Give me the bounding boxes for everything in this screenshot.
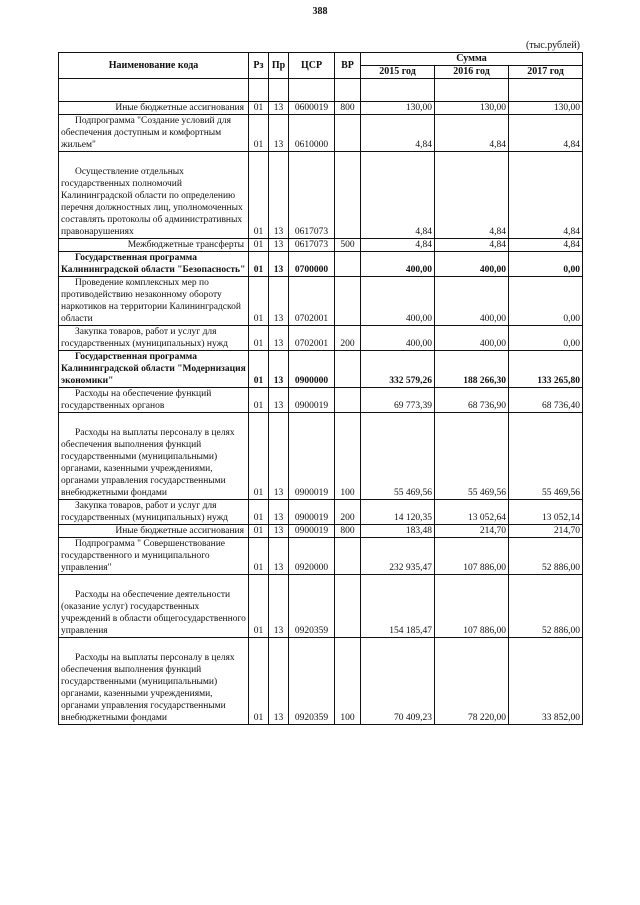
cell-2017: 0,00 xyxy=(509,252,583,277)
cell-vr: 200 xyxy=(335,326,361,351)
cell-vr xyxy=(335,277,361,326)
cell-pr: 13 xyxy=(269,277,289,326)
cell-2016: 214,70 xyxy=(435,525,509,538)
cell-2016: 130,00 xyxy=(435,102,509,115)
cell-csr: 0900019 xyxy=(289,525,335,538)
cell-2015: 154 185,47 xyxy=(361,575,435,638)
cell-2015: 4,84 xyxy=(361,152,435,239)
cell-csr: 0900019 xyxy=(289,388,335,413)
cell-vr xyxy=(335,351,361,388)
header-sum: Сумма xyxy=(361,53,583,66)
cell-2016: 13 052,64 xyxy=(435,500,509,525)
cell-2015: 332 579,26 xyxy=(361,351,435,388)
table-row xyxy=(59,277,583,326)
cell-pr: 13 xyxy=(269,538,289,575)
cell-rz: 01 xyxy=(249,525,269,538)
table-body xyxy=(59,79,583,725)
cell-rz: 01 xyxy=(249,115,269,152)
cell-2016: 4,84 xyxy=(435,152,509,239)
cell-2017: 214,70 xyxy=(509,525,583,538)
cell-vr: 100 xyxy=(335,413,361,500)
cell-csr: 0900019 xyxy=(289,500,335,525)
cell-rz: 01 xyxy=(249,252,269,277)
cell-vr: 100 xyxy=(335,638,361,725)
cell-2016: 4,84 xyxy=(435,239,509,252)
cell-csr: 0920000 xyxy=(289,538,335,575)
cell-2015: 55 469,56 xyxy=(361,413,435,500)
cell-rz: 01 xyxy=(249,575,269,638)
units-label: (тыс.рублей) xyxy=(525,40,580,51)
cell-2015: 400,00 xyxy=(361,277,435,326)
table-header xyxy=(59,53,583,79)
cell-2015: 69 773,39 xyxy=(361,388,435,413)
cell-name: Государственная программа Калининградской области "Безопасность" xyxy=(59,252,249,277)
cell-2016: 400,00 xyxy=(435,277,509,326)
cell-rz: 01 xyxy=(249,277,269,326)
cell-csr: 0617073 xyxy=(289,152,335,239)
cell-2015: 183,48 xyxy=(361,525,435,538)
cell-name: Подпрограмма "Создание условий для обеспечения доступным и комфортным жильем" xyxy=(59,115,249,152)
cell-2016: 400,00 xyxy=(435,326,509,351)
table-row xyxy=(59,326,583,351)
cell-name: Закупка товаров, работ и услуг для государственных (муниципальных) нужд xyxy=(59,500,249,525)
cell-vr xyxy=(335,388,361,413)
cell-2015: 400,00 xyxy=(361,252,435,277)
cell-csr: 0900019 xyxy=(289,413,335,500)
cell-name: Государственная программа Калининградской области "Модернизация экономики" xyxy=(59,351,249,388)
cell-2015: 130,00 xyxy=(361,102,435,115)
cell-2017: 55 469,56 xyxy=(509,413,583,500)
cell-pr: 13 xyxy=(269,525,289,538)
table-row xyxy=(59,638,583,725)
cell-csr: 0920359 xyxy=(289,638,335,725)
table-row xyxy=(59,575,583,638)
cell-2016: 55 469,56 xyxy=(435,413,509,500)
cell-2015: 14 120,35 xyxy=(361,500,435,525)
cell-2016: 68 736,90 xyxy=(435,388,509,413)
cell-csr: 0600019 xyxy=(289,102,335,115)
cell-vr: 800 xyxy=(335,102,361,115)
cell-rz: 01 xyxy=(249,413,269,500)
cell-pr: 13 xyxy=(269,351,289,388)
cell-rz: 01 xyxy=(249,500,269,525)
table-row xyxy=(59,252,583,277)
header-2016: 2016 год xyxy=(435,66,509,79)
cell-csr: 0702001 xyxy=(289,277,335,326)
cell-vr xyxy=(335,252,361,277)
header-rz: Рз xyxy=(249,53,269,79)
cell-rz: 01 xyxy=(249,638,269,725)
cell-vr: 800 xyxy=(335,525,361,538)
cell-pr: 13 xyxy=(269,102,289,115)
cell-name: Расходы на обеспечение функций государственных органов xyxy=(59,388,249,413)
cell-pr: 13 xyxy=(269,326,289,351)
cell-2017: 4,84 xyxy=(509,115,583,152)
cell-2015: 70 409,23 xyxy=(361,638,435,725)
cell-pr: 13 xyxy=(269,239,289,252)
cell-2016: 4,84 xyxy=(435,115,509,152)
cell-2015: 400,00 xyxy=(361,326,435,351)
spacer-row xyxy=(59,79,583,102)
table-row xyxy=(59,413,583,500)
cell-2015: 4,84 xyxy=(361,115,435,152)
cell-name: Расходы на выплаты персоналу в целях обеспечения выполнения функций государственными (муниципальными) органами, казенными учреждениями, органами управления государственными внебюджетными фондами xyxy=(59,413,249,500)
cell-name: Закупка товаров, работ и услуг для государственных (муниципальных) нужд xyxy=(59,326,249,351)
page-number: 388 xyxy=(312,6,328,17)
cell-name: Межбюджетные трансферты xyxy=(59,239,249,252)
header-2015: 2015 год xyxy=(361,66,435,79)
cell-name: Осуществление отдельных государственных полномочий Калининградской области по определению перечня должностных лиц, уполномоченных составлять протоколы об административных правонарушениях xyxy=(59,152,249,239)
cell-pr: 13 xyxy=(269,252,289,277)
cell-2017: 52 886,00 xyxy=(509,538,583,575)
cell-vr xyxy=(335,538,361,575)
cell-2017: 4,84 xyxy=(509,239,583,252)
cell-2017: 0,00 xyxy=(509,326,583,351)
cell-name: Подпрограмма " Совершенствование государственного и муниципального управления" xyxy=(59,538,249,575)
cell-name: Иные бюджетные ассигнования xyxy=(59,102,249,115)
cell-rz: 01 xyxy=(249,239,269,252)
cell-csr: 0920359 xyxy=(289,575,335,638)
cell-pr: 13 xyxy=(269,152,289,239)
cell-2016: 107 886,00 xyxy=(435,538,509,575)
cell-vr xyxy=(335,115,361,152)
cell-pr: 13 xyxy=(269,575,289,638)
table-row xyxy=(59,115,583,152)
cell-rz: 01 xyxy=(249,102,269,115)
cell-csr: 0900000 xyxy=(289,351,335,388)
table-row xyxy=(59,102,583,115)
cell-rz: 01 xyxy=(249,152,269,239)
table-row xyxy=(59,152,583,239)
cell-pr: 13 xyxy=(269,500,289,525)
header-vr: ВР xyxy=(335,53,361,79)
cell-pr: 13 xyxy=(269,115,289,152)
cell-2017: 52 886,00 xyxy=(509,575,583,638)
cell-csr: 0610000 xyxy=(289,115,335,152)
cell-csr: 0700000 xyxy=(289,252,335,277)
table-row xyxy=(59,239,583,252)
table-row xyxy=(59,538,583,575)
cell-rz: 01 xyxy=(249,326,269,351)
cell-rz: 01 xyxy=(249,388,269,413)
cell-rz: 01 xyxy=(249,351,269,388)
table-row xyxy=(59,351,583,388)
cell-vr: 200 xyxy=(335,500,361,525)
cell-pr: 13 xyxy=(269,638,289,725)
header-csr: ЦСР xyxy=(289,53,335,79)
cell-2016: 400,00 xyxy=(435,252,509,277)
cell-vr: 500 xyxy=(335,239,361,252)
cell-vr xyxy=(335,575,361,638)
header-2017: 2017 год xyxy=(509,66,583,79)
table-row xyxy=(59,388,583,413)
cell-csr: 0702001 xyxy=(289,326,335,351)
table-row xyxy=(59,525,583,538)
cell-name: Расходы на выплаты персоналу в целях обеспечения выполнения функций государственными (муниципальными) органами, казенными учреждениями, органами управления государственными внебюджетными фондами xyxy=(59,638,249,725)
cell-vr xyxy=(335,152,361,239)
cell-2017: 68 736,40 xyxy=(509,388,583,413)
table-row xyxy=(59,500,583,525)
cell-2017: 133 265,80 xyxy=(509,351,583,388)
cell-pr: 13 xyxy=(269,388,289,413)
cell-csr: 0617073 xyxy=(289,239,335,252)
cell-2017: 4,84 xyxy=(509,152,583,239)
cell-2015: 4,84 xyxy=(361,239,435,252)
header-pr: Пр xyxy=(269,53,289,79)
cell-2016: 107 886,00 xyxy=(435,575,509,638)
cell-name: Проведение комплексных мер по противодействию незаконному обороту наркотиков на территории Калининградской области xyxy=(59,277,249,326)
budget-table xyxy=(58,52,583,725)
cell-2017: 33 852,00 xyxy=(509,638,583,725)
cell-2016: 78 220,00 xyxy=(435,638,509,725)
header-name: Наименование кода xyxy=(59,53,249,79)
cell-2017: 13 052,14 xyxy=(509,500,583,525)
cell-pr: 13 xyxy=(269,413,289,500)
cell-2016: 188 266,30 xyxy=(435,351,509,388)
cell-rz: 01 xyxy=(249,538,269,575)
cell-name: Иные бюджетные ассигнования xyxy=(59,525,249,538)
cell-2015: 232 935,47 xyxy=(361,538,435,575)
cell-2017: 0,00 xyxy=(509,277,583,326)
cell-2017: 130,00 xyxy=(509,102,583,115)
cell-name: Расходы на обеспечение деятельности (оказание услуг) государственных учреждений в области общегосударственного управления xyxy=(59,575,249,638)
